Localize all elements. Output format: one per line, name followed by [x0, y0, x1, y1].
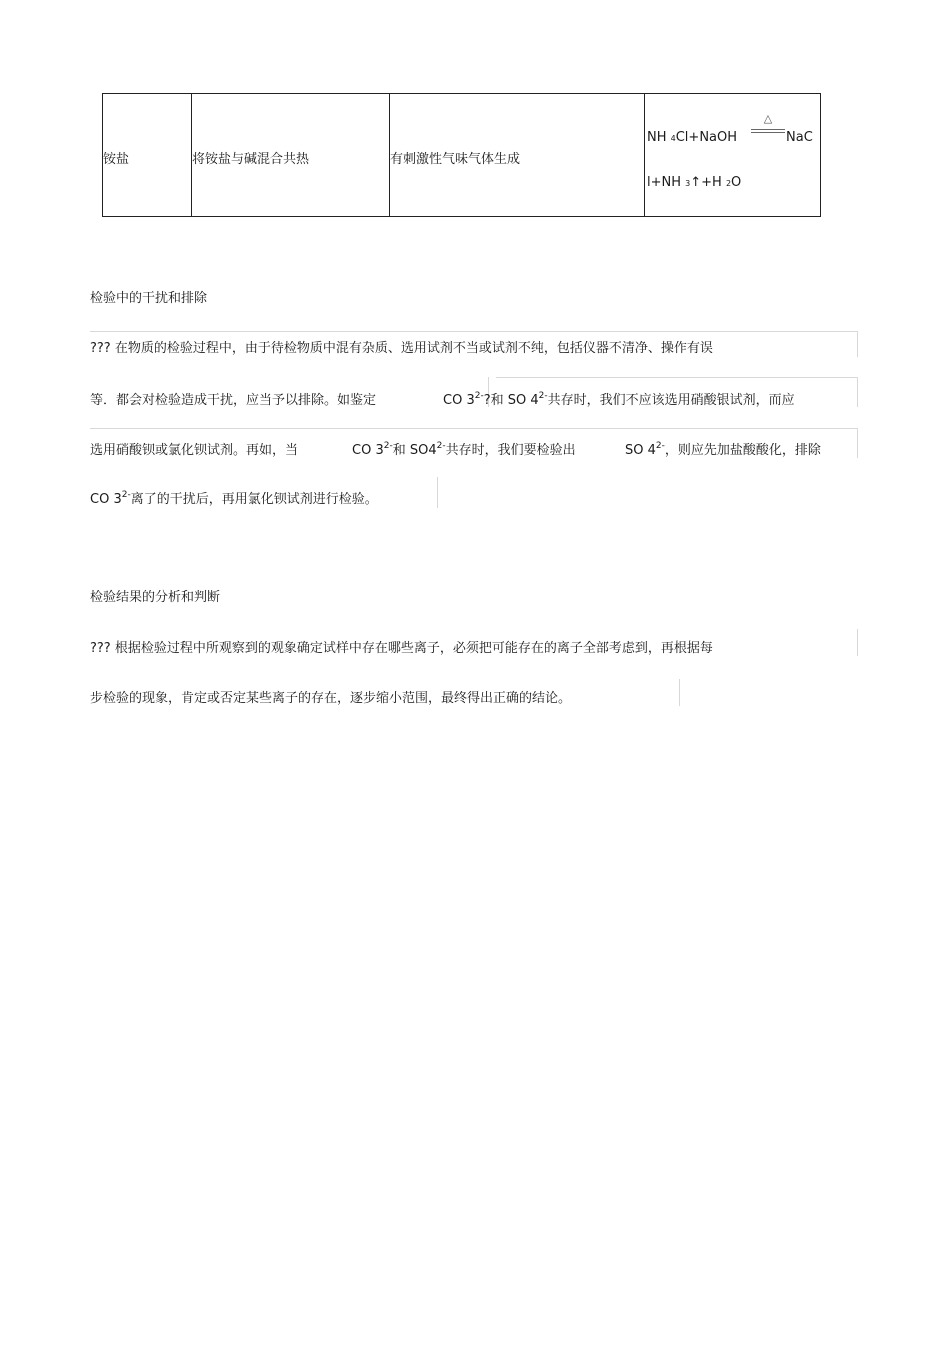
- text-box-border: [90, 331, 858, 332]
- heat-delta-symbol: △: [763, 112, 773, 125]
- cell-substance: [103, 94, 192, 217]
- paragraph-1-line-1: ??? 在物质的检验过程中，由于待检物质中混有杂质、选用试剂不当或试剂不纯，包括仪器不清净、操作有误: [90, 341, 713, 356]
- paragraph-1-line-2a: 等．都会对检验造成干扰，应当予以排除。如鉴定: [90, 393, 377, 408]
- equation-line-1: NH 4Cl+NaOH: [647, 130, 738, 145]
- paragraph-1-line-3b: CO $3^{2-}$和 $SO4^{2-}$共存时，我们要检验出: [352, 441, 576, 458]
- cell-equation: [645, 94, 821, 217]
- text-box-border: [857, 331, 858, 357]
- text-box-border: [857, 629, 858, 656]
- text-box-border: [857, 377, 858, 407]
- up-arrow-icon: ↑: [690, 175, 702, 190]
- equation-nac: NaC: [786, 130, 813, 145]
- method-text: 将铵盐与碱混合共热: [192, 152, 310, 167]
- reaction-double-line-bottom: [751, 132, 785, 133]
- cell-phenomenon: [390, 94, 645, 217]
- paragraph-1-line-3c: SO $4^{2-}$，则应先加盐酸酸化，排除: [625, 441, 821, 458]
- text-box-border: [90, 428, 858, 429]
- text-box-border: [437, 477, 438, 508]
- section-heading-analysis: 检验结果的分析和判断: [90, 590, 221, 605]
- paragraph-1-line-3a: 选用硝酸钡或氯化钡试剂。再如，当: [90, 443, 299, 458]
- phenomenon-text: 有刺激性气味气体生成: [390, 152, 521, 167]
- equation-line-2: l+NH 3↑+H 2O: [647, 175, 742, 190]
- substance-label: 铵盐: [103, 152, 130, 167]
- paragraph-2-line-2: 步检验的现象，肯定或否定某些离子的存在，逐步缩小范围，最终得出正确的结论。: [90, 691, 572, 706]
- section-heading-interference: 检验中的干扰和排除: [90, 291, 208, 306]
- reaction-double-line-top: [751, 129, 785, 130]
- ammonium-table: [102, 93, 821, 217]
- paragraph-1-line-4: CO $3^{2-}$离了的干扰后，再用氯化钡试剂进行检验。: [90, 490, 378, 507]
- paragraph-2-line-1: ??? 根据检验过程中所观察到的观象确定试样中存在哪些离子，必须把可能存在的离子全部考虑到，再根据每: [90, 641, 713, 656]
- text-box-border: [496, 377, 858, 378]
- cell-method: [192, 94, 390, 217]
- text-box-border: [857, 428, 858, 458]
- text-box-border: [679, 679, 680, 706]
- table-row: [103, 94, 821, 217]
- paragraph-1-line-2-co3: CO $3^{2-}$?和 SO $4^{2-}$共存时，我们不应该选用硝酸银试剂，而应: [443, 391, 795, 408]
